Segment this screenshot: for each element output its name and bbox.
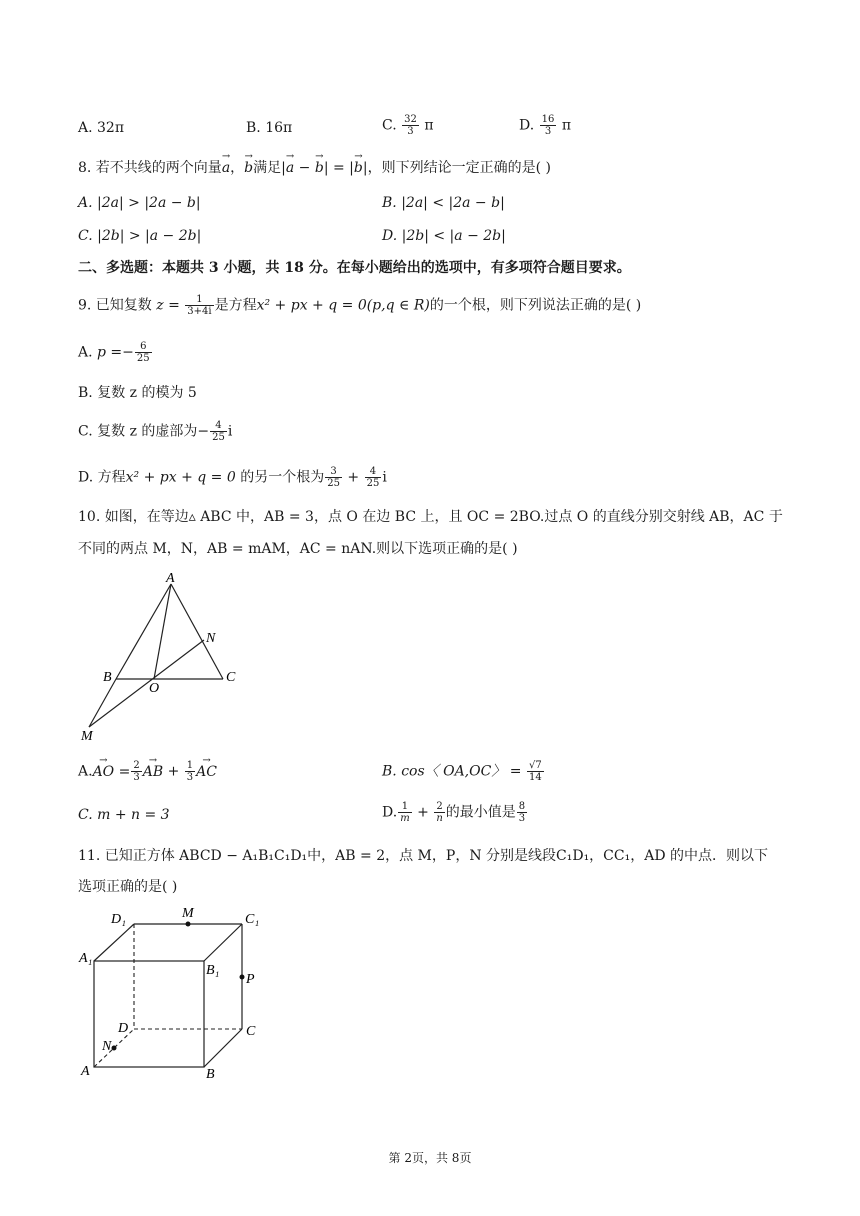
label-m: M bbox=[81, 729, 93, 744]
q10-option-b bbox=[382, 760, 545, 783]
q8-vec-b2: → b bbox=[315, 158, 324, 178]
q8-vec-a2: → a bbox=[286, 158, 294, 178]
q10-a-lhs: → AO = bbox=[93, 764, 131, 780]
label-m: M bbox=[182, 906, 194, 921]
q7-d-fraction: $\frac{16}{3}$ bbox=[541, 114, 555, 137]
q9-c-suffix: i bbox=[227, 423, 233, 440]
q10-d-plus: + bbox=[417, 804, 429, 821]
q11-cube-figure bbox=[76, 904, 276, 1082]
q11-stem-line2: 选项正确的是( ) bbox=[78, 879, 178, 895]
q7-option-a: A. 32π bbox=[78, 120, 125, 136]
q11-stem-line1: 11. 已知正方体 ABCD − A₁B₁C₁D₁中，AB = 2，点 M，P，N 分别是线段C₁D₁，CC₁，AD 的中点．则以下 bbox=[78, 848, 768, 864]
q8-stem-start: 8. 若不共线的两个向量 bbox=[78, 160, 222, 176]
q7-c-suffix: π bbox=[424, 117, 434, 134]
q9-option-c bbox=[78, 420, 232, 443]
q8-stem-eq: | = | bbox=[323, 160, 354, 176]
ray-bm bbox=[89, 679, 116, 727]
q10-a-plus: + bbox=[167, 763, 180, 780]
label-c: C bbox=[226, 670, 236, 685]
q9-equation: x² + px + q = 0(p,q ∈ R) bbox=[256, 297, 430, 314]
q9-option-b: B. 复数 z 的模为 5 bbox=[78, 385, 197, 401]
q9-d-prefix: D. 方程 bbox=[78, 469, 126, 486]
edge-a1d1 bbox=[94, 924, 134, 961]
section-2-heading: 二、多选题：本题共 3 小题，共 18 分。在每小题给出的选项中，有多项符合题目要求。 bbox=[78, 260, 631, 276]
q8-vector-a: → a bbox=[222, 158, 230, 178]
label-b: B bbox=[103, 670, 112, 685]
q7-c-prefix: C. bbox=[382, 117, 397, 134]
q9-stem-start: 9. 已知复数 bbox=[78, 297, 152, 314]
label-a: A bbox=[166, 571, 175, 586]
q7-d-prefix: D. bbox=[519, 117, 535, 134]
point-m bbox=[186, 922, 191, 927]
label-a1: A₁ bbox=[79, 951, 93, 966]
label-n: N bbox=[206, 631, 216, 646]
q8-vec-b3: → b bbox=[354, 158, 363, 178]
q10-b-fraction: $\frac{√7}{14}$ bbox=[528, 760, 542, 783]
q8-vector-b: → b bbox=[244, 158, 253, 178]
q9-c-prefix: C. 复数 z 的虚部为− bbox=[78, 423, 210, 440]
q10-stem-line1: 10. 如图，在等边▵ ABC 中，AB = 3，点 O 在边 BC 上，且 OC = 2BO.过点 O 的直线分别交射线 AB，AC 于 bbox=[78, 509, 783, 525]
q9-stem-mid: 是方程 bbox=[214, 297, 257, 314]
q10-a-frac1: $\frac{2}{3}$ bbox=[133, 760, 140, 783]
q10-d-frac1: $\frac{1}{m}$ bbox=[400, 801, 410, 824]
q9-z-fraction: $\frac{1}{3+4i}$ bbox=[187, 294, 212, 317]
label-p: P bbox=[246, 972, 255, 987]
q10-a-frac2: $\frac{1}{3}$ bbox=[186, 760, 194, 783]
q10-b-prefix: B. cos〈 OA,OC〉 = bbox=[382, 763, 522, 780]
label-d: D bbox=[118, 1021, 129, 1036]
q8-comma: ， bbox=[230, 160, 245, 176]
q8-option-a: A. |2a| > |2a − b| bbox=[78, 195, 201, 211]
label-a: A bbox=[81, 1064, 90, 1079]
q10-d-prefix: D. bbox=[382, 804, 398, 821]
page-footer: 第 2页，共 8页 bbox=[388, 1151, 472, 1165]
q9-c-fraction: $\frac{4}{25}$ bbox=[212, 420, 225, 443]
q9-option-a bbox=[78, 341, 153, 364]
q9-d-mid: 的另一个根为 bbox=[240, 469, 325, 486]
q9-d-suffix: i bbox=[382, 469, 387, 486]
q10-a-vector-ac: → AC bbox=[196, 762, 217, 782]
q10-stem-line2: 不同的两点 M，N，AB = mAM，AC = nAN.则以下选项正确的是( ) bbox=[78, 541, 518, 557]
point-p bbox=[240, 975, 245, 980]
q10-triangle-figure bbox=[76, 568, 256, 744]
q9-option-d bbox=[78, 466, 387, 489]
label-o: O bbox=[149, 681, 160, 696]
q10-d-mid: 的最小值是 bbox=[445, 804, 516, 821]
q7-option-c bbox=[382, 114, 434, 137]
q8-option-d: D. |2b| < |a − 2b| bbox=[382, 228, 506, 244]
q7-d-suffix: π bbox=[561, 117, 572, 134]
label-c1: C₁ bbox=[245, 912, 260, 927]
q8-option-c: C. |2b| > |a − 2b| bbox=[78, 228, 202, 244]
q10-option-d bbox=[382, 801, 528, 824]
q9-a-prefix: A. bbox=[78, 344, 93, 361]
label-c: C bbox=[246, 1024, 256, 1039]
q10-option-c: C. m + n = 3 bbox=[78, 807, 170, 823]
edge-b1c1 bbox=[204, 924, 242, 961]
q10-d-frac2: $\frac{2}{n}$ bbox=[436, 801, 443, 824]
q7-c-fraction: $\frac{32}{3}$ bbox=[404, 114, 417, 137]
q8-stem-mid: 满足| bbox=[253, 160, 286, 176]
q10-option-a bbox=[78, 760, 217, 783]
q9-a-expr: p =− bbox=[97, 344, 134, 361]
q9-stem bbox=[78, 294, 641, 317]
q8-stem-end: |，则下列结论一定正确的是( ) bbox=[362, 160, 551, 176]
q10-d-frac3: $\frac{8}{3}$ bbox=[518, 801, 526, 824]
q9-d-fraction2: $\frac{4}{25}$ bbox=[366, 466, 380, 489]
q9-z-eq: z = bbox=[156, 297, 180, 314]
q7-option-d bbox=[519, 114, 571, 137]
label-b1: B₁ bbox=[206, 963, 220, 978]
q9-stem-end: 的一个根，则下列说法正确的是( ) bbox=[429, 297, 642, 314]
edge-bc bbox=[204, 1029, 242, 1067]
q9-a-fraction: $\frac{6}{25}$ bbox=[136, 341, 150, 364]
q8-option-b: B. |2a| < |2a − b| bbox=[382, 195, 505, 211]
label-n: N bbox=[102, 1039, 112, 1054]
q9-d-fraction1: $\frac{3}{25}$ bbox=[327, 466, 340, 489]
q9-d-plus: + bbox=[347, 469, 360, 486]
q10-a-vector-ab: → AB bbox=[143, 762, 163, 782]
label-d1: D₁ bbox=[111, 912, 126, 927]
q7-option-b: B. 16π bbox=[246, 120, 293, 136]
q8-stem: 8. 若不共线的两个向量→ a，→ b满足|→ a − → b| = |→ b|，则下列结论一定正确的是( ) bbox=[78, 158, 551, 178]
q10-a-prefix: A. bbox=[78, 763, 93, 780]
point-n bbox=[112, 1046, 117, 1051]
label-b: B bbox=[206, 1067, 215, 1082]
q9-d-eq: x² + px + q = 0 bbox=[125, 469, 236, 486]
